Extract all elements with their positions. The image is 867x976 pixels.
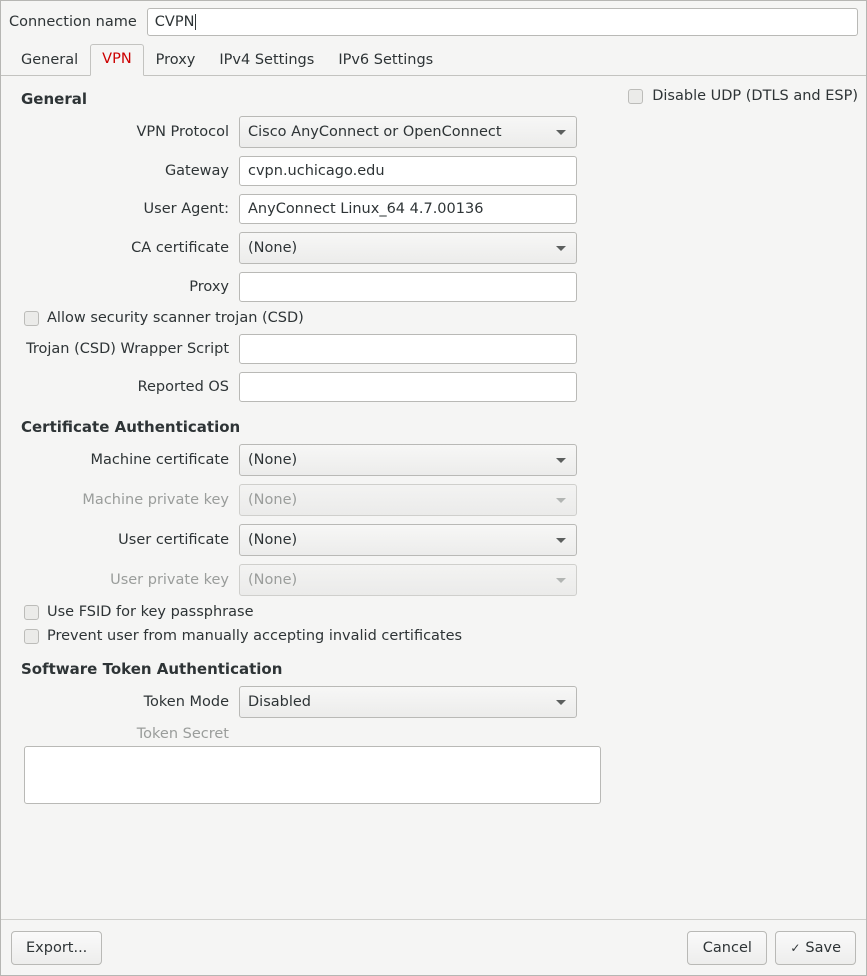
user-agent-label: User Agent: [143, 201, 229, 217]
user-certificate-value: (None) [248, 532, 298, 548]
ca-certificate-label: CA certificate [131, 240, 229, 256]
chevron-down-icon [556, 538, 566, 543]
chevron-down-icon [556, 578, 566, 583]
prevent-invalid-certs-checkbox[interactable] [24, 629, 39, 644]
use-fsid-label: Use FSID for key passphrase [47, 604, 254, 620]
user-certificate-select[interactable] [239, 524, 577, 556]
machine-private-key-row [15, 484, 852, 516]
vpn-protocol-row [15, 116, 852, 148]
proxy-input[interactable] [239, 272, 577, 302]
tab-ipv6-settings[interactable]: IPv6 Settings [338, 52, 434, 68]
proxy-label: Proxy [189, 279, 229, 295]
prevent-invalid-certs-row[interactable] [15, 628, 852, 644]
vpn-protocol-value: Cisco AnyConnect or OpenConnect [248, 124, 502, 140]
token-secret-label: Token Secret [136, 726, 229, 742]
vpn-protocol-select[interactable] [239, 116, 577, 148]
connection-name-row [1, 1, 866, 42]
ca-certificate-value: (None) [248, 240, 298, 256]
user-agent-row [15, 194, 852, 224]
gateway-label: Gateway [164, 163, 229, 179]
gateway-value: cvpn.uchicago.edu [248, 163, 385, 179]
trojan-script-row [15, 334, 852, 364]
machine-certificate-value: (None) [248, 452, 298, 468]
tab-general[interactable]: General [21, 52, 79, 68]
user-private-key-select [239, 564, 577, 596]
vpn-protocol-label: VPN Protocol [136, 124, 229, 140]
reported-os-label: Reported OS [137, 379, 229, 395]
user-private-key-value: (None) [248, 572, 298, 588]
chevron-down-icon [556, 246, 566, 251]
token-mode-row [15, 686, 852, 718]
connection-name-input[interactable] [147, 8, 858, 36]
user-private-key-row [15, 564, 852, 596]
tab-proxy[interactable]: Proxy [155, 52, 196, 68]
disable-udp-label: Disable UDP (DTLS and ESP) [652, 88, 858, 104]
gateway-row [15, 156, 852, 186]
cancel-button[interactable]: Cancel [687, 931, 767, 965]
machine-private-key-select [239, 484, 577, 516]
chevron-down-icon [556, 458, 566, 463]
chevron-down-icon [556, 700, 566, 705]
save-button-label: Save [805, 939, 841, 956]
text-caret [195, 14, 196, 30]
ca-certificate-select[interactable] [239, 232, 577, 264]
chevron-down-icon [556, 498, 566, 503]
machine-certificate-select[interactable] [239, 444, 577, 476]
ca-certificate-row [15, 232, 852, 264]
save-button[interactable] [775, 931, 856, 965]
general-section-title: General [21, 90, 87, 108]
chevron-down-icon [556, 130, 566, 135]
vpn-settings-panel [1, 76, 866, 919]
disable-udp-checkbox[interactable] [628, 89, 643, 104]
dialog-footer [1, 919, 866, 975]
gateway-input[interactable] [239, 156, 577, 186]
reported-os-input[interactable] [239, 372, 577, 402]
user-agent-input[interactable] [239, 194, 577, 224]
reported-os-row [15, 372, 852, 402]
check-icon: ✓ [790, 940, 801, 955]
connection-name-label: Connection name [9, 14, 137, 30]
token-mode-label: Token Mode [143, 694, 229, 710]
machine-certificate-label: Machine certificate [90, 452, 229, 468]
machine-private-key-label: Machine private key [82, 492, 229, 508]
machine-certificate-row [15, 444, 852, 476]
software-token-section-title: Software Token Authentication [21, 660, 283, 678]
proxy-row [15, 272, 852, 302]
token-secret-label-row [15, 726, 852, 742]
token-mode-value: Disabled [248, 694, 311, 710]
token-secret-input[interactable] [24, 746, 601, 804]
use-fsid-checkbox[interactable] [24, 605, 39, 620]
tab-vpn[interactable]: VPN [90, 44, 144, 76]
certificate-auth-section-title: Certificate Authentication [21, 418, 241, 436]
machine-private-key-value: (None) [248, 492, 298, 508]
trojan-script-label: Trojan (CSD) Wrapper Script [26, 341, 229, 357]
prevent-invalid-certs-label: Prevent user from manually accepting invalid certificates [47, 628, 463, 644]
trojan-script-input[interactable] [239, 334, 577, 364]
connection-name-value: CVPN [154, 14, 195, 30]
allow-csd-checkbox[interactable] [24, 311, 39, 326]
allow-csd-label: Allow security scanner trojan (CSD) [47, 310, 304, 326]
token-mode-select[interactable] [239, 686, 577, 718]
disable-udp-row[interactable] [628, 88, 858, 104]
footer-button-group [687, 931, 856, 965]
use-fsid-row[interactable] [15, 604, 852, 620]
user-private-key-label: User private key [110, 572, 229, 588]
user-certificate-label: User certificate [118, 532, 229, 548]
user-certificate-row [15, 524, 852, 556]
user-agent-value: AnyConnect Linux_64 4.7.00136 [248, 201, 484, 217]
tab-bar [1, 42, 866, 76]
export-button[interactable]: Export... [11, 931, 102, 965]
allow-csd-row[interactable] [15, 310, 852, 326]
tab-ipv4-settings[interactable]: IPv4 Settings [219, 52, 315, 68]
